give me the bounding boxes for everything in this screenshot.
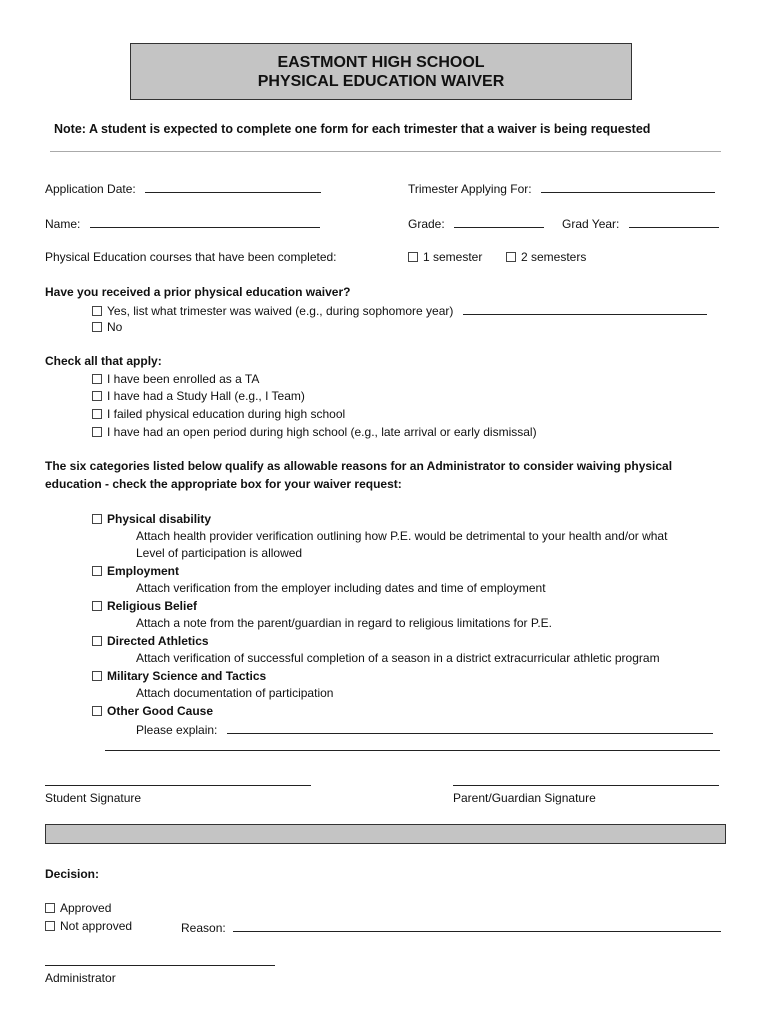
school-name: EASTMONT HIGH SCHOOL	[277, 53, 485, 71]
category-directed-athletics[interactable]	[92, 634, 209, 648]
check-item-label: I have been enrolled as a TA	[107, 372, 260, 386]
check-item-checkbox[interactable]	[92, 374, 102, 384]
divider	[50, 151, 721, 152]
student-signature-label: Student Signature	[45, 791, 142, 805]
check-item-label: I have had an open period during high school (e.g., late arrival or early dismissal)	[107, 425, 537, 439]
grade-row	[408, 215, 544, 231]
category-title: Religious Belief	[107, 599, 198, 613]
grad-year-label: Grad Year:	[562, 217, 620, 231]
categories-intro-line1: The six categories listed below qualify as allowable reasons for an Administrator to consider waiving physical	[45, 459, 673, 473]
category-checkbox[interactable]	[92, 706, 102, 716]
category-religious-belief[interactable]	[92, 599, 197, 613]
category-title: Employment	[107, 564, 180, 578]
one-semester-label: 1 semester	[423, 250, 483, 264]
category-checkbox[interactable]	[92, 671, 102, 681]
category-checkbox[interactable]	[92, 514, 102, 524]
student-signature-line[interactable]	[45, 785, 311, 786]
prior-waiver-yes-option[interactable]	[92, 302, 707, 318]
two-semesters-label: 2 semesters	[521, 250, 587, 264]
check-item[interactable]	[92, 389, 305, 403]
category-description: Attach documentation of participation	[136, 686, 334, 700]
trimester-label: Trimester Applying For:	[408, 182, 532, 196]
check-item-label: I failed physical education during high school	[107, 407, 346, 421]
administrator-label: Administrator	[45, 971, 116, 985]
check-item-label: I have had a Study Hall (e.g., I Team)	[107, 389, 305, 403]
explain-label: Please explain:	[136, 723, 218, 737]
prior-waiver-yes-checkbox[interactable]	[92, 306, 102, 316]
reason-field[interactable]	[233, 919, 721, 932]
reason-row	[181, 919, 721, 935]
check-item-checkbox[interactable]	[92, 427, 102, 437]
category-checkbox[interactable]	[92, 636, 102, 646]
prior-waiver-no-label: No	[107, 320, 123, 334]
parent-signature-label: Parent/Guardian Signature	[453, 791, 596, 805]
category-description: Attach verification of successful completion of a season in a district extracurricular athletic program	[136, 651, 660, 665]
prior-waiver-no-checkbox[interactable]	[92, 322, 102, 332]
category-checkbox[interactable]	[92, 601, 102, 611]
category-title: Physical disability	[107, 512, 212, 526]
check-item-checkbox[interactable]	[92, 409, 102, 419]
prior-waiver-question: Have you received a prior physical education waiver?	[45, 285, 351, 299]
name-field[interactable]	[90, 215, 320, 228]
explain-field[interactable]	[227, 721, 713, 734]
explain-row	[136, 721, 713, 737]
prior-waiver-no-option[interactable]	[92, 320, 122, 334]
explain-field-continued[interactable]	[105, 750, 720, 751]
two-semesters-checkbox[interactable]	[506, 252, 516, 262]
prior-waiver-yes-label: Yes, list what trimester was waived (e.g., during sophomore year)	[107, 304, 454, 318]
check-item[interactable]	[92, 372, 259, 386]
decision-heading: Decision:	[45, 867, 100, 881]
approved-option[interactable]	[45, 901, 111, 915]
grad-year-row	[562, 215, 719, 231]
trimester-field[interactable]	[541, 180, 715, 193]
application-date-field[interactable]	[145, 180, 321, 193]
category-description: Level of participation is allowed	[136, 546, 303, 560]
category-other-good-cause[interactable]	[92, 704, 213, 718]
pe-courses-label: Physical Education courses that have been completed:	[45, 250, 337, 264]
not-approved-checkbox[interactable]	[45, 921, 55, 931]
not-approved-label: Not approved	[60, 919, 133, 933]
grade-field[interactable]	[454, 215, 544, 228]
form-note: Note: A student is expected to complete one form for each trimester that a waiver is being requested	[54, 122, 651, 136]
prior-waiver-trimester-field[interactable]	[463, 302, 707, 315]
two-semesters-option[interactable]	[506, 250, 586, 264]
approved-checkbox[interactable]	[45, 903, 55, 913]
check-item-checkbox[interactable]	[92, 391, 102, 401]
not-approved-option[interactable]	[45, 919, 132, 933]
check-all-heading: Check all that apply:	[45, 354, 162, 368]
grad-year-field[interactable]	[629, 215, 719, 228]
office-use-bar	[45, 824, 726, 844]
administrator-signature-line[interactable]	[45, 965, 275, 966]
category-employment[interactable]	[92, 564, 179, 578]
check-item[interactable]	[92, 407, 345, 421]
categories-intro-line2: education - check the appropriate box for your waiver request:	[45, 477, 402, 491]
parent-signature-line[interactable]	[453, 785, 719, 786]
application-date-label: Application Date:	[45, 182, 136, 196]
name-label: Name:	[45, 217, 81, 231]
application-date-row	[45, 180, 321, 196]
approved-label: Approved	[60, 901, 112, 915]
category-description: Attach health provider verification outlining how P.E. would be detrimental to your health and/or what	[136, 529, 668, 543]
one-semester-option[interactable]	[408, 250, 482, 264]
reason-label: Reason:	[181, 921, 226, 935]
form-title-box	[130, 43, 632, 100]
name-row	[45, 215, 320, 231]
form-title: PHYSICAL EDUCATION WAIVER	[257, 72, 505, 90]
category-checkbox[interactable]	[92, 566, 102, 576]
category-title: Military Science and Tactics	[107, 669, 267, 683]
category-description: Attach verification from the employer including dates and time of employment	[136, 581, 546, 595]
category-physical-disability[interactable]	[92, 512, 211, 526]
grade-label: Grade:	[408, 217, 445, 231]
category-title: Directed Athletics	[107, 634, 209, 648]
check-item[interactable]	[92, 425, 537, 439]
category-description: Attach a note from the parent/guardian in regard to religious limitations for P.E.	[136, 616, 553, 630]
trimester-row	[408, 180, 715, 196]
category-military-science[interactable]	[92, 669, 266, 683]
one-semester-checkbox[interactable]	[408, 252, 418, 262]
category-title: Other Good Cause	[107, 704, 214, 718]
